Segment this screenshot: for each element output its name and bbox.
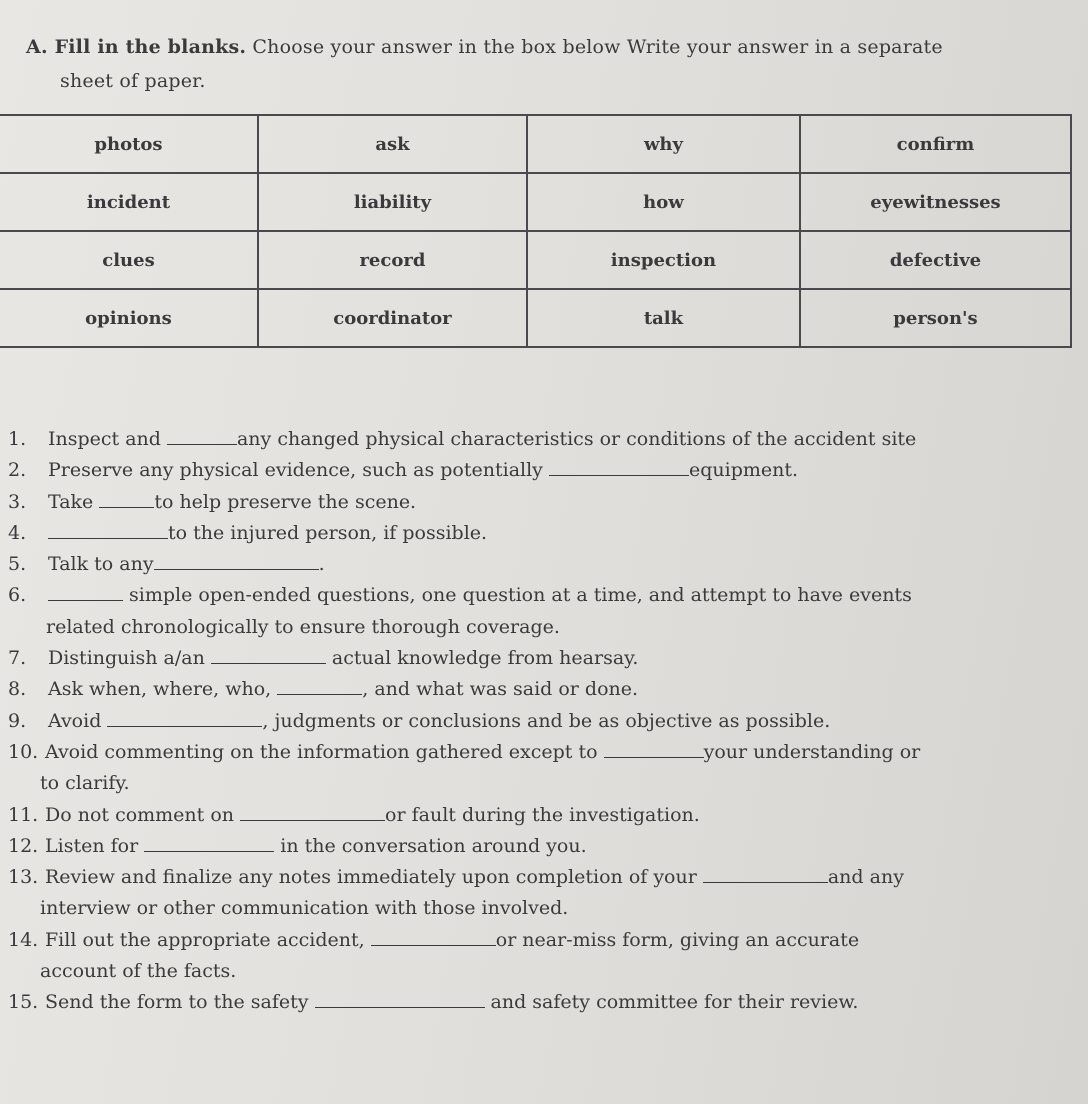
question-number: 5.	[8, 553, 27, 576]
question-number: 2.	[8, 459, 27, 482]
question-text: Preserve any physical evidence, such as potentially	[48, 459, 549, 482]
word-box-row	[0, 231, 1071, 289]
question-item	[8, 518, 1078, 549]
word-cell: incident	[0, 173, 258, 231]
answer-blank[interactable]	[154, 551, 319, 570]
question-item	[8, 424, 1078, 455]
instruction-body-line2: sheet of paper.	[60, 70, 206, 92]
question-continuation: related chronologically to ensure thorough coverage.	[46, 615, 560, 638]
question-number: 3.	[8, 490, 27, 513]
question-item	[8, 831, 1078, 862]
answer-blank[interactable]	[371, 927, 496, 946]
answer-blank[interactable]	[144, 833, 274, 852]
question-continuation: to clarify.	[40, 772, 130, 795]
answer-blank[interactable]	[167, 426, 237, 445]
question-number: 1.	[8, 428, 27, 450]
word-box	[0, 114, 1072, 348]
word-cell: photos	[0, 115, 258, 173]
answer-blank[interactable]	[315, 989, 485, 1008]
word-cell: defective	[800, 231, 1071, 289]
question-number: 6.	[8, 584, 27, 607]
word-cell: eyewitnesses	[800, 173, 1071, 231]
question-text: Send the form to the safety	[45, 991, 315, 1014]
question-text: any changed physical characteristics or conditions of the accident site	[236, 428, 917, 450]
answer-blank[interactable]	[48, 582, 123, 601]
question-number: 7.	[8, 647, 27, 670]
answer-blank[interactable]	[48, 520, 168, 539]
question-number: 14.	[8, 928, 39, 951]
question-text: to the injured person, if possible.	[168, 521, 488, 544]
word-cell: liability	[258, 173, 527, 231]
question-item	[8, 987, 1078, 1018]
question-number: 13.	[8, 866, 39, 889]
answer-blank[interactable]	[211, 645, 326, 664]
question-text: Distinguish a/an	[48, 647, 211, 670]
question-item	[8, 549, 1078, 580]
question-text: , judgments or conclusions and be as objective as possible.	[262, 709, 831, 732]
question-number: 15.	[8, 991, 39, 1014]
question-text: Talk to any	[48, 553, 154, 576]
question-text: to help preserve the scene.	[154, 490, 417, 513]
question-number: 4.	[8, 521, 27, 544]
question-text: and safety committee for their review.	[484, 991, 859, 1014]
word-cell: clues	[0, 231, 258, 289]
question-item	[8, 800, 1078, 831]
word-box-row	[0, 115, 1071, 173]
question-item	[8, 643, 1078, 674]
question-text: Inspect and	[48, 428, 167, 450]
answer-blank[interactable]	[549, 457, 689, 476]
question-number: 12.	[8, 834, 39, 857]
word-cell: coordinator	[258, 289, 527, 347]
question-text: Fill out the appropriate accident,	[45, 928, 371, 951]
question-text: , and what was said or done.	[362, 678, 639, 701]
word-cell: confirm	[800, 115, 1071, 173]
question-item	[8, 580, 1078, 611]
question-text: and any	[827, 866, 904, 889]
question-text: or near-miss form, giving an accurate	[495, 928, 860, 951]
question-text: Take	[48, 490, 100, 513]
question-text: or fault during the investigation.	[385, 803, 700, 826]
question-text: Avoid	[48, 709, 108, 732]
word-cell: opinions	[0, 289, 258, 347]
question-text: your understanding or	[703, 740, 921, 763]
question-continuation: interview or other communication with those involved.	[40, 897, 569, 920]
answer-blank[interactable]	[240, 802, 385, 821]
instruction-body: Choose your answer in the box below Write your answer in a separate	[246, 36, 943, 58]
instruction-text	[26, 30, 1066, 98]
word-cell: ask	[258, 115, 527, 173]
answer-blank[interactable]	[277, 676, 362, 695]
question-list	[8, 424, 1078, 1019]
word-cell: person's	[800, 289, 1071, 347]
answer-blank[interactable]	[99, 489, 154, 508]
question-item	[8, 925, 1078, 956]
word-cell: talk	[527, 289, 800, 347]
question-text: Ask when, where, who,	[48, 678, 278, 701]
question-item	[8, 487, 1078, 518]
word-box-row	[0, 289, 1071, 347]
question-text: Review and finalize any notes immediately upon completion of your	[45, 866, 703, 889]
question-item	[8, 706, 1078, 737]
word-cell: record	[258, 231, 527, 289]
question-text: actual knowledge from hearsay.	[325, 647, 639, 670]
question-number: 11.	[8, 803, 39, 826]
question-number: 8.	[8, 678, 27, 701]
word-cell: why	[527, 115, 800, 173]
question-text: equipment.	[688, 459, 799, 482]
answer-blank[interactable]	[107, 708, 262, 727]
question-text: .	[318, 553, 325, 576]
word-box-row	[0, 173, 1071, 231]
question-text: Do not comment on	[45, 803, 241, 826]
question-text: Avoid commenting on the information gathered except to	[45, 740, 604, 763]
question-number: 10.	[8, 740, 39, 763]
question-item	[8, 737, 1078, 768]
word-cell: inspection	[527, 231, 800, 289]
question-text: simple open-ended questions, one question at a time, and attempt to have events	[123, 584, 912, 607]
question-item	[8, 455, 1078, 486]
question-number: 9.	[8, 709, 27, 732]
question-text: in the conversation around you.	[274, 834, 587, 857]
question-item	[8, 862, 1078, 893]
question-continuation: account of the facts.	[40, 960, 237, 983]
instruction-heading: A. Fill in the blanks.	[26, 36, 247, 58]
answer-blank[interactable]	[604, 739, 704, 758]
answer-blank[interactable]	[703, 864, 828, 883]
word-cell: how	[527, 173, 800, 231]
question-item	[8, 674, 1078, 705]
question-text: Listen for	[45, 834, 145, 857]
